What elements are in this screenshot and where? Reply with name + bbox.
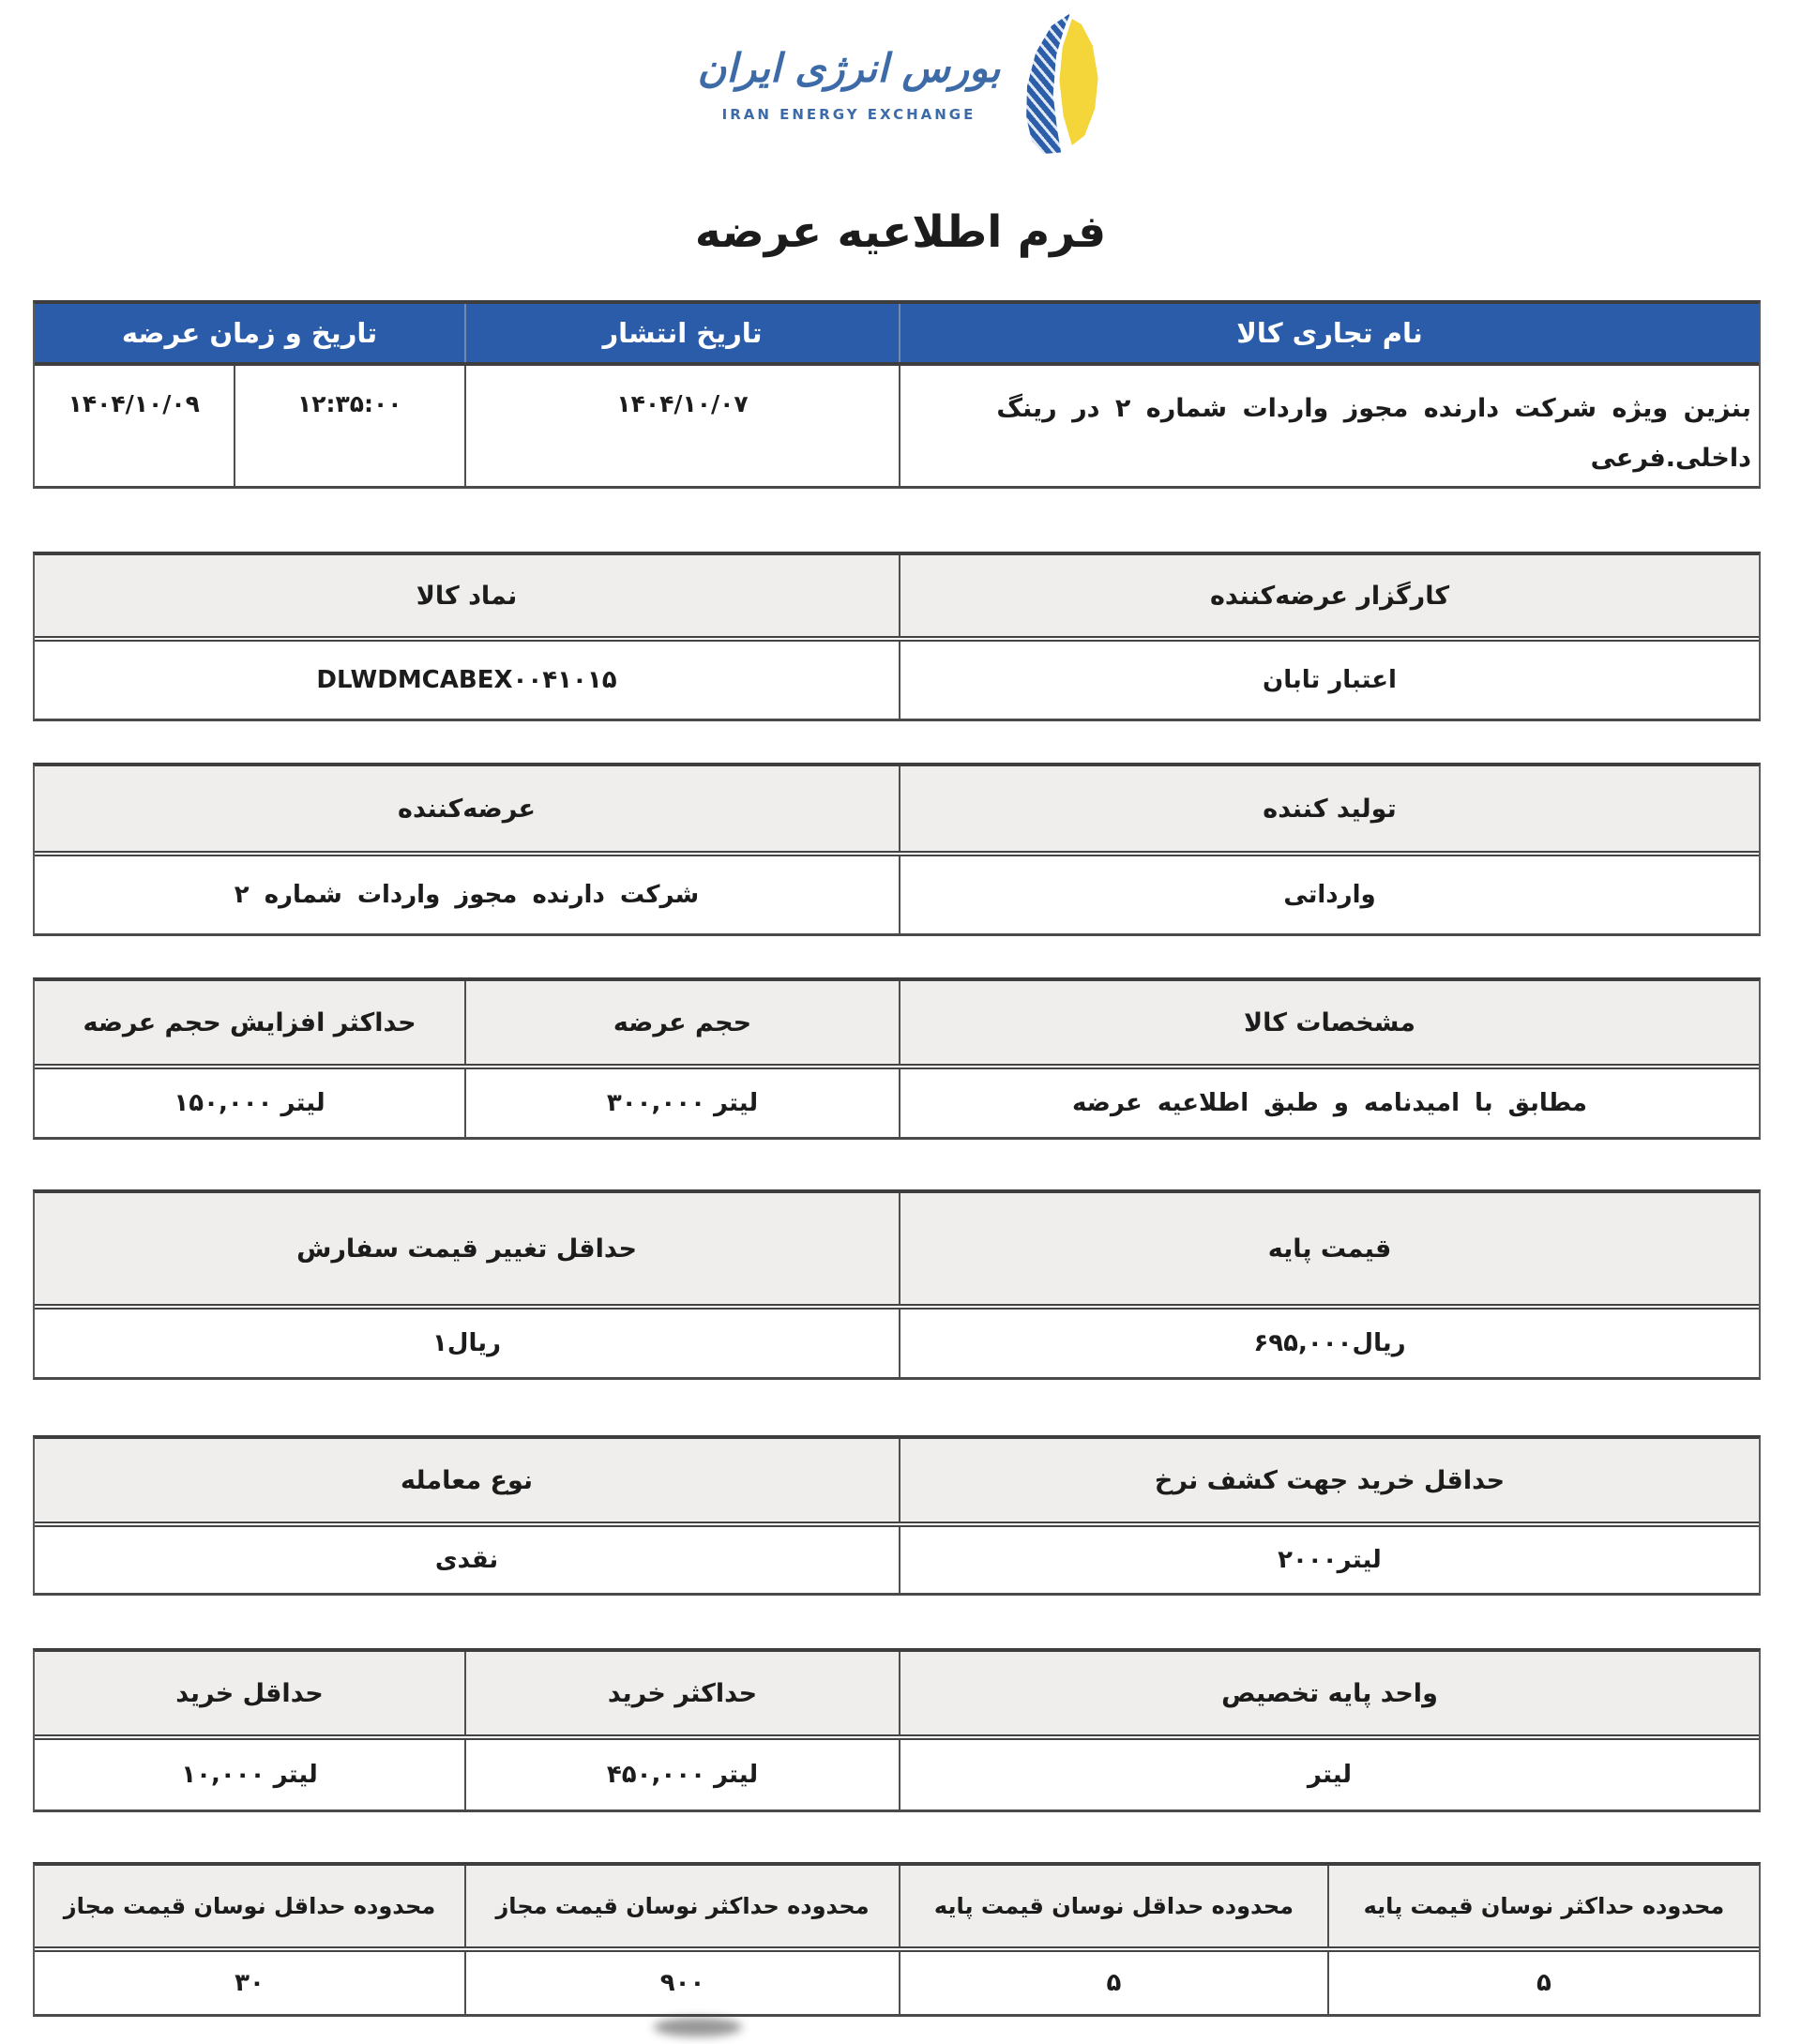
table-fluctuation-ranges-header	[35, 1866, 1759, 1946]
value-max-purchase: لیتر ۴۵۰,۰۰۰	[464, 1740, 899, 1809]
brand-name-farsi: بورس انرژی ایران	[697, 45, 1001, 91]
header-offer-datetime: تاریخ و زمان عرضه	[121, 317, 378, 349]
value-min-purchase: لیتر ۱۰,۰۰۰	[181, 1761, 318, 1789]
table-purchase-limits-data	[35, 1740, 1759, 1809]
header-offer-volume: حجم عرضه	[464, 981, 899, 1064]
table-volume-specs-header	[35, 981, 1759, 1064]
table-price-data	[35, 1310, 1759, 1377]
value-offering-broker: اعتبار تابان	[899, 642, 1759, 719]
table-symbol-broker	[33, 552, 1761, 721]
logo-text	[698, 45, 1001, 123]
header-min-purchase: حداقل خرید	[175, 1678, 324, 1708]
value-max-volume-increase: لیتر ۱۵۰,۰۰۰	[174, 1089, 325, 1117]
value-offer-time: ۱۲:۳۵:۰۰	[234, 366, 464, 486]
table-offer-overview-data	[35, 366, 1759, 486]
logo	[0, 13, 1801, 154]
value-base-price: ریال۶۹۵,۰۰۰	[899, 1310, 1759, 1377]
table-price	[33, 1189, 1761, 1380]
value-trade-type: نقدی	[434, 1546, 499, 1574]
table-purchase-limits-header	[35, 1652, 1759, 1734]
header-supplier: عرضه‌کننده	[398, 794, 536, 824]
header-publish-date: تاریخ انتشار	[464, 304, 899, 362]
value-base-allocation-unit: لیتر	[899, 1740, 1759, 1809]
table-symbol-broker-data	[35, 642, 1759, 719]
header-product-trade-name: نام تجاری کالا	[899, 304, 1759, 362]
table-supplier-producer	[33, 763, 1761, 936]
table-fluctuation-ranges	[33, 1862, 1761, 2017]
table-volume-specs-data	[35, 1069, 1759, 1137]
value-offer-volume: لیتر ۳۰۰,۰۰۰	[464, 1069, 899, 1137]
value-supplier: شرکت دارنده مجوز واردات شماره ۲	[234, 881, 700, 909]
value-offer-date: ۱۴۰۴/۱۰/۰۹	[68, 390, 200, 417]
table-trade-type	[33, 1435, 1761, 1596]
header-min-purchase-discovery: حداقل خرید جهت کشف نرخ	[899, 1439, 1759, 1522]
header-max-base-price-fluctuation: محدوده حداکثر نوسان قیمت پایه	[1327, 1866, 1759, 1946]
header-base-allocation-unit: واحد پایه تخصیص	[899, 1652, 1759, 1734]
value-commodity-specs: مطابق با امیدنامه و طبق اطلاعیه عرضه	[899, 1069, 1759, 1137]
table-price-header	[35, 1193, 1759, 1304]
value-max-base-price-fluctuation: ۵	[1327, 1952, 1759, 2014]
header-trade-type: نوع معامله	[400, 1465, 534, 1495]
header-offering-broker: کارگزار عرضه‌کننده	[899, 555, 1759, 636]
header-commodity-symbol: نماد کالا	[416, 581, 518, 611]
table-symbol-broker-header	[35, 555, 1759, 636]
table-supplier-producer-header	[35, 766, 1759, 851]
value-min-allowed-fluctuation: ۳۰	[235, 1969, 265, 1997]
header-commodity-specs: مشخصات کالا	[899, 981, 1759, 1064]
value-max-allowed-fluctuation: ۹۰۰	[464, 1952, 899, 2014]
header-min-base-price-fluctuation: محدوده حداقل نوسان قیمت پایه	[899, 1866, 1327, 1946]
value-producer: وارداتی	[899, 856, 1759, 933]
trade-name-line1: بنزین ویژه شرکت دارنده مجوز واردات شماره ۲ در رینگ	[996, 394, 1751, 423]
value-min-order-price-change: ریال۱	[432, 1329, 501, 1357]
brand-name-english: IRAN ENERGY EXCHANGE	[721, 106, 976, 123]
table-supplier-producer-data	[35, 856, 1759, 933]
header-min-allowed-fluctuation: محدوده حداقل نوسان قیمت مجاز	[63, 1893, 436, 1919]
bottom-edge-smudge	[654, 2018, 742, 2036]
header-min-order-price-change: حداقل تغییر قیمت سفارش	[296, 1234, 637, 1264]
header-producer: تولید کننده	[899, 766, 1759, 851]
header-max-volume-increase: حداکثر افزایش حجم عرضه	[83, 1007, 416, 1037]
table-offer-overview	[33, 300, 1761, 489]
table-offer-overview-header	[35, 304, 1759, 362]
table-volume-specs	[33, 977, 1761, 1140]
value-publish-date: ۱۴۰۴/۱۰/۰۷	[464, 366, 899, 486]
value-min-purchase-discovery: لیتر۲۰۰۰	[899, 1527, 1759, 1593]
value-product-trade-name	[899, 366, 1759, 486]
table-purchase-limits	[33, 1648, 1761, 1812]
header-base-price: قیمت پایه	[899, 1193, 1759, 1304]
table-trade-type-header	[35, 1439, 1759, 1522]
exchange-logo-icon	[1024, 13, 1103, 154]
value-min-base-price-fluctuation: ۵	[899, 1952, 1327, 2014]
table-trade-type-data	[35, 1527, 1759, 1593]
page-title: فرم اطلاعیه عرضه	[694, 206, 1107, 258]
header-max-allowed-fluctuation: محدوده حداکثر نوسان قیمت مجاز	[464, 1866, 899, 1946]
value-commodity-symbol: DLWDMCABEX۰۰۴۱۰۱۵	[316, 666, 617, 694]
trade-name-line2: داخلی.فرعی	[1590, 444, 1751, 473]
header-max-purchase: حداکثر خرید	[464, 1652, 899, 1734]
table-fluctuation-ranges-data	[35, 1952, 1759, 2014]
